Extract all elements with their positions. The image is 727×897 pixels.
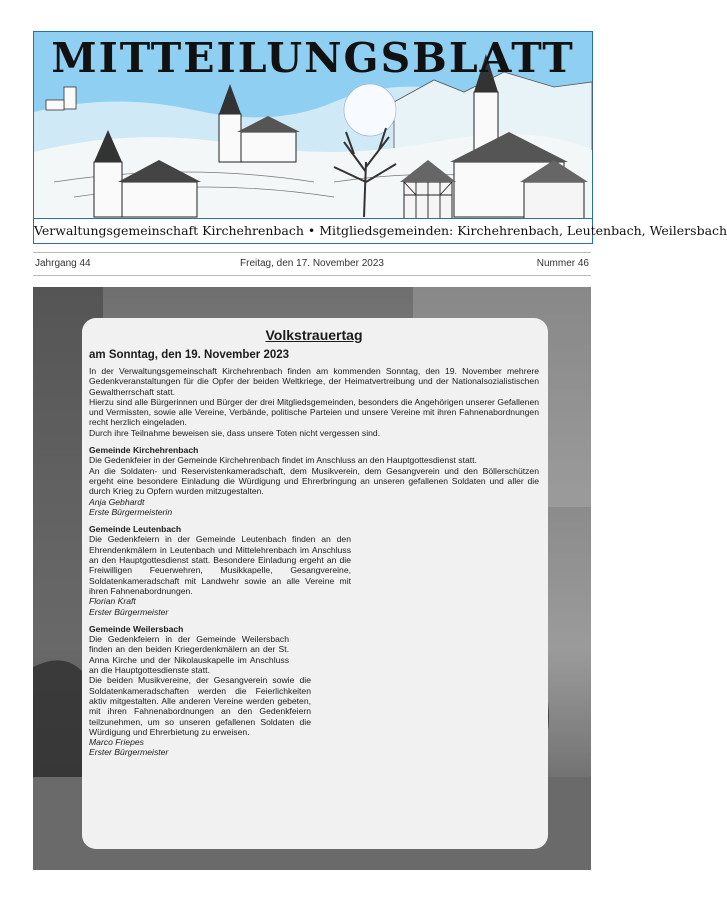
section-heading: Gemeinde Weilersbach <box>89 623 184 634</box>
section-paragraph: An die Soldaten- und Reservistenkameradschaft, dem Musikverein, dem Gesangverein und den Böllerschützen ergeht eine besondere Einladung die Würdigung und Ehrerbringung an unseren gefallenen Soldaten und aller die durch Krieg zu Opfern wurden mitzugestalten. <box>89 465 539 497</box>
article <box>89 326 539 758</box>
section-paragraph: Die Gedenkfeier in der Gemeinde Kirchehrenbach findet im Anschluss an den Hauptgottesdienst statt. <box>89 455 477 466</box>
masthead-subtitle: Verwaltungsgemeinschaft Kirchehrenbach • Mitgliedsgemeinden: Kirchehrenbach, Leutenbach, Weilersbach <box>34 218 592 243</box>
section-heading: Gemeinde Kirchehrenbach <box>89 445 199 456</box>
article-headline: Volkstrauertag <box>265 327 363 343</box>
section-paragraph: Die Gedenkfeiern in der Gemeinde Leutenbach finden an den Ehrendenkmälern in Leutenbach und Mittelehrenbach im Anschluss an den Hauptgottesdienst statt. Besondere Einladung ergeht an die Freiwilligen Feuerwehren, Musikkapelle, Gesangvereine, Soldatenkameradschaft mit Landwehr sowie an alle Vereine mit ihren Fahnenabordnungen. <box>89 534 351 596</box>
intro-paragraph: Hierzu sind alle Bürgerinnen und Bürger der drei Mitgliedsgemeinden, besonders die Angehörigen unserer Gefallenen und Vermissten, sowie alle Vereine, Verbände, politische Parteien und unsere Vereine mit ihren Fahnenabordnungen recht herzlich eingeladen. <box>89 396 539 428</box>
intro-paragraph: In der Verwaltungsgemeinschaft Kirchehrenbach finden am kommenden Sonntag, den 19. November mehrere Gedenkveranstaltungen für die Opfer der beiden Weltkriege, der Heimatvertreibung und der Nationalsozialistischen Gewaltherrschaft statt. <box>89 366 539 397</box>
issue-info-bar <box>33 252 591 276</box>
signer-name: Marco Friepes <box>89 737 144 748</box>
signer-title: Erster Bürgermeister <box>89 606 169 617</box>
masthead <box>33 31 727 244</box>
issue-volume: Jahrgang 44 <box>35 258 91 269</box>
signer-title: Erster Bürgermeister <box>89 747 169 758</box>
intro-paragraph: Durch ihre Teilnahme beweisen sie, dass unsere Toten nicht vergessen sind. <box>89 427 381 438</box>
section-paragraph: Die beiden Musikvereine, der Gesangverein sowie die Soldatenkameradschaften werden die Feierlichkeiten aktiv mitgestalten. Alle anderen Vereine werden gebeten, mit ihren Fahnenabordnungen an den Gedenkfeiern teilzunehmen, um so unseren gefallenen Soldaten die Würdigung und Ehrerbietung zu erweisen. <box>89 675 311 737</box>
section-heading: Gemeinde Leutenbach <box>89 524 182 535</box>
signer-name: Florian Kraft <box>89 596 136 607</box>
signer-name: Anja Gebhardt <box>89 496 145 507</box>
issue-number: Nummer 46 <box>536 258 589 269</box>
article-subheadline: am Sonntag, den 19. November 2023 <box>89 349 290 361</box>
issue-date: Freitag, den 17. November 2023 <box>240 258 384 269</box>
masthead-title: MITTEILUNGSBLATT <box>51 34 575 82</box>
signer-title: Erste Bürgermeisterin <box>89 506 173 517</box>
section-paragraph: Die Gedenkfeiern in der Gemeinde Weilersbach finden an den beiden Kriegerdenkmälern an der St. Anna Kirche und der Nikolauskapelle im Anschluss an die Hauptgottesdienste statt. <box>89 634 289 676</box>
